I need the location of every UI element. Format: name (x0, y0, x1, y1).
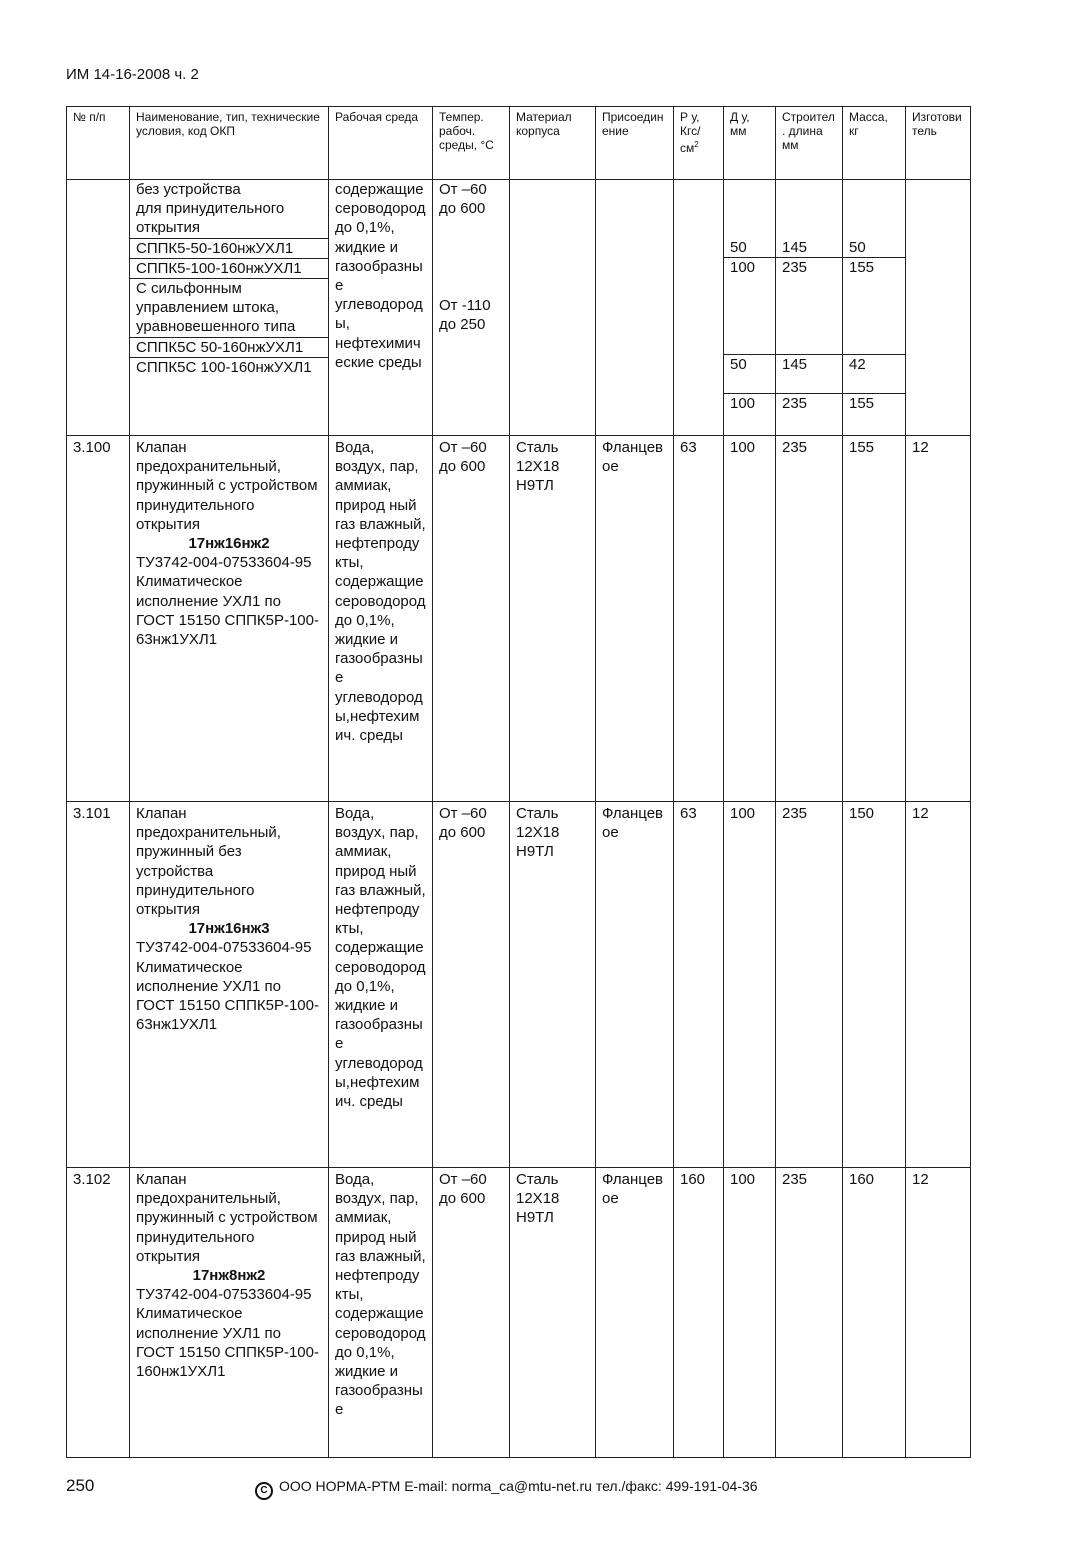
table-row (67, 1168, 971, 1458)
name-line: без устройства (136, 181, 241, 198)
cell-maker: 12 (906, 802, 971, 1168)
cell-no: 3.102 (67, 1168, 130, 1458)
cell-temp: От –60 до 600 (433, 1168, 510, 1458)
cell-temp: От –60 до 600 (433, 802, 510, 1168)
valve-code: 17нж8нж2 (192, 1267, 266, 1285)
footer-copyright (255, 1478, 758, 1500)
cell-length (776, 180, 843, 436)
cell-pressure: 63 (674, 802, 724, 1168)
cell-no: 3.101 (67, 802, 130, 1168)
valve-code: 17нж16нж2 (188, 535, 270, 553)
cell-mass: 160 (843, 1168, 906, 1458)
col-header-diameter: Д у, мм (724, 107, 776, 180)
temp-range: От –60 до 600 (439, 181, 487, 218)
cell-name (130, 436, 329, 802)
pressure-label: Р у, Кгс/ см (680, 110, 701, 155)
cell-material: Сталь 12Х18 Н9ТЛ (510, 436, 596, 802)
cell-medium: Вода, воздух, пар, аммиак, природ ный газ влажный, нефтепродукты, содержащие сероводород до 0,1%, жидкие и газообразные (329, 1168, 433, 1458)
length-value: 235 (782, 259, 808, 277)
cell-name (130, 180, 329, 436)
col-header-material: Материал корпуса (510, 107, 596, 180)
page-number: 250 (66, 1476, 95, 1495)
table-row-continuation (67, 180, 971, 436)
model-label: СППК5-50-160нжУХЛ1 (130, 239, 328, 259)
diameter-value: 50 (724, 238, 775, 258)
cell-mass: 155 (843, 436, 906, 802)
cell-temp (433, 180, 510, 436)
col-header-name: Наименование, тип, технические условия, код ОКП (130, 107, 329, 180)
name-line: открытия (136, 219, 200, 237)
mass-value: 50 (843, 238, 905, 258)
model-label: СППК5С 100-160нжУХЛ1 (136, 358, 312, 376)
mass-value: 155 (849, 259, 875, 277)
copyright-icon: C (255, 1482, 273, 1500)
cell-length: 235 (776, 802, 843, 1168)
length-value: 145 (776, 354, 842, 394)
cell-medium: Вода, воздух, пар, аммиак, природ ный газ влажный, нефтепродукты, содержащие сероводород до 0,1%, жидкие и газообразные углеводороды,нефтехимич. среды (329, 802, 433, 1168)
cell-mass: 150 (843, 802, 906, 1168)
valve-description: Клапан предохранительный, пружинный без устройства принудительного открытия (136, 805, 281, 919)
cell-medium: Вода, воздух, пар, аммиак, природ ный газ влажный, нефтепродукты, содержащие сероводород до 0,1%, жидкие и газообразные углеводороды,нефтехимич. среды (329, 436, 433, 802)
col-header-maker: Изготовитель (906, 107, 971, 180)
col-header-mass: Масса, кг (843, 107, 906, 180)
name-line: для принудительного (136, 200, 285, 218)
cell-maker (906, 180, 971, 436)
cell-diameter: 100 (724, 1168, 776, 1458)
cell-medium: содержащие сероводород до 0,1%, жидкие и газообразные углеводороды, нефтехимические среды (329, 180, 433, 436)
bellows-description: С сильфонным управлением штока, уравновешенного типа (130, 279, 328, 338)
cell-maker: 12 (906, 436, 971, 802)
cell-name (130, 1168, 329, 1458)
cell-temp: От –60 до 600 (433, 436, 510, 802)
mass-value: 155 (849, 395, 875, 413)
col-header-medium: Рабочая среда (329, 107, 433, 180)
col-header-no: № п/п (67, 107, 130, 180)
table-row (67, 436, 971, 802)
diameter-value: 50 (724, 354, 775, 394)
cell-no: 3.100 (67, 436, 130, 802)
diameter-value: 100 (730, 259, 756, 277)
cell-maker: 12 (906, 1168, 971, 1458)
copyright-text: ООО НОРМА-РТМ E-mail: norma_ca@mtu-net.ru тел./факс: 499-191-04-36 (279, 1478, 758, 1494)
cell-no (67, 180, 130, 436)
name-header-text (130, 180, 328, 239)
temp-range: От -110 до 250 (439, 297, 491, 334)
cell-mass (843, 180, 906, 436)
cell-material (510, 180, 596, 436)
length-value: 145 (776, 238, 842, 258)
col-header-connection: Присоединение (596, 107, 674, 180)
col-header-pressure (674, 107, 724, 180)
cell-material: Сталь 12Х18 Н9ТЛ (510, 1168, 596, 1458)
diameter-spacer (724, 180, 775, 238)
cell-diameter: 100 (724, 802, 776, 1168)
cell-diameter (724, 180, 776, 436)
length-spacer (776, 180, 842, 238)
mass-spacer (843, 180, 905, 238)
pressure-superscript: 2 (694, 140, 699, 149)
diameter-value: 100 (730, 395, 756, 413)
specification-table (66, 106, 971, 1458)
cell-length: 235 (776, 436, 843, 802)
valve-spec: ТУ3742-004-07533604-95 Климатическое исполнение УХЛ1 по ГОСТ 15150 СППК5Р-100-63нж1УХЛ1 (136, 939, 319, 1034)
col-header-temp: Темпер. рабоч. среды, °С (433, 107, 510, 180)
cell-connection (596, 180, 674, 436)
valve-description: Клапан предохранительный, пружинный с устройством принудительного открытия (136, 1171, 318, 1265)
valve-spec: ТУ3742-004-07533604-95 Климатическое исполнение УХЛ1 по ГОСТ 15150 СППК5Р-100-160нж1УХЛ1 (136, 1286, 319, 1381)
table-header-row (67, 107, 971, 180)
cell-pressure: 160 (674, 1168, 724, 1458)
cell-connection: Фланцевое (596, 1168, 674, 1458)
document-id: ИМ 14-16-2008 ч. 2 (66, 66, 199, 83)
cell-diameter: 100 (724, 436, 776, 802)
model-label: СППК5-100-160нжУХЛ1 (130, 259, 328, 279)
cell-pressure: 63 (674, 436, 724, 802)
table-row (67, 802, 971, 1168)
cell-material: Сталь 12Х18 Н9ТЛ (510, 802, 596, 1168)
length-value: 235 (782, 395, 808, 413)
cell-connection: Фланцевое (596, 802, 674, 1168)
col-header-length: Строител. длина мм (776, 107, 843, 180)
cell-pressure (674, 180, 724, 436)
cell-length: 235 (776, 1168, 843, 1458)
model-label: СППК5С 50-160нжУХЛ1 (130, 338, 328, 358)
valve-code: 17нж16нж3 (188, 920, 270, 938)
cell-connection: Фланцевое (596, 436, 674, 802)
valve-description: Клапан предохранительный, пружинный с устройством принудительного открытия (136, 439, 318, 533)
cell-name (130, 802, 329, 1168)
valve-spec: ТУ3742-004-07533604-95 Климатическое исполнение УХЛ1 по ГОСТ 15150 СППК5Р-100-63нж1УХЛ1 (136, 554, 319, 649)
mass-value: 42 (843, 354, 905, 394)
